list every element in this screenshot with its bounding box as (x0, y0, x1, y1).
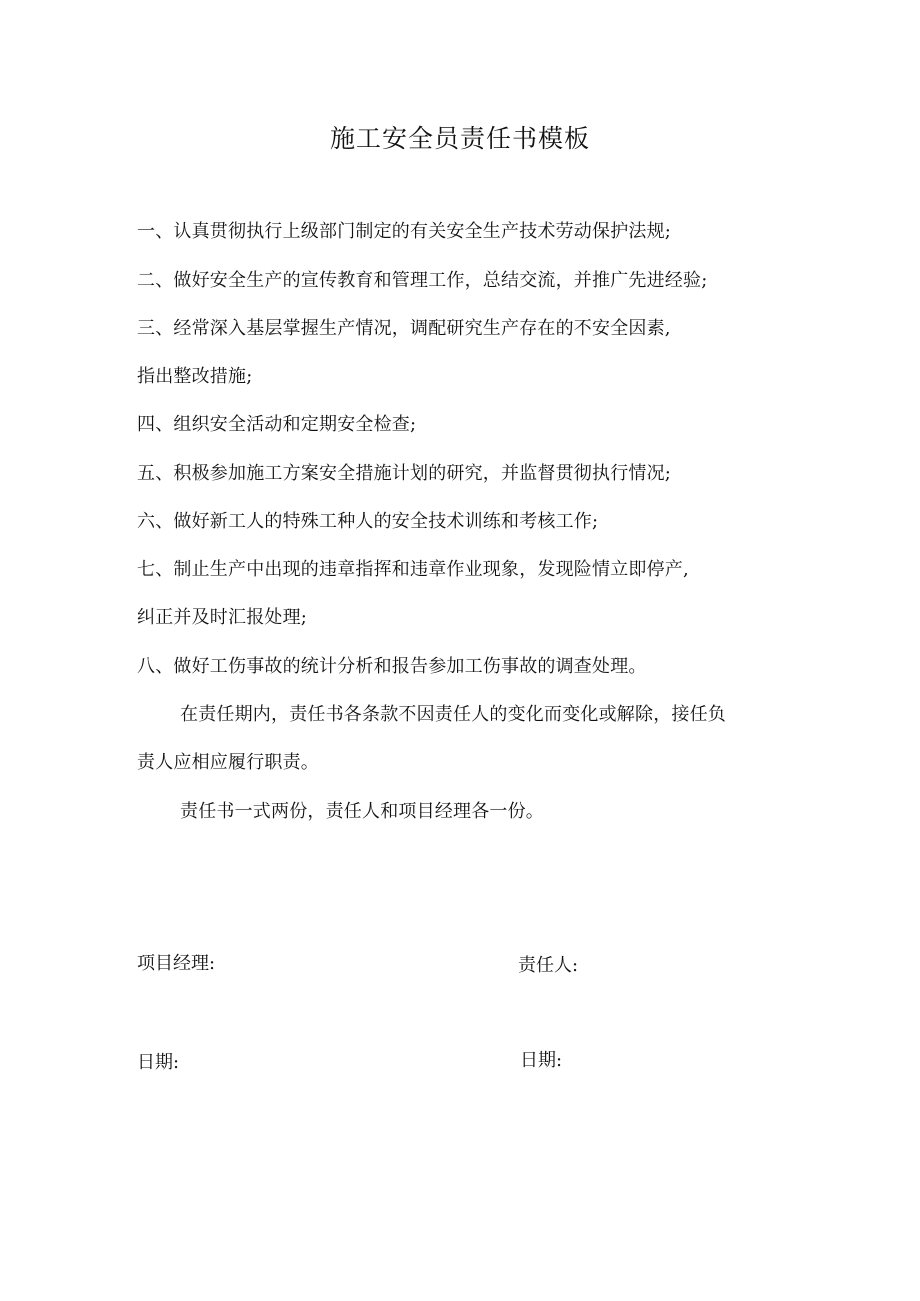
manager-signature-label: 项目经理: (137, 953, 216, 974)
clause-8: 八、做好工伤事故的统计分析和报告参加工伤事故的调查处理。 (137, 656, 647, 677)
paragraph-copies: 责任书一式两份，责任人和项目经理各一份。 (180, 801, 544, 822)
clause-3-continued: 指出整改措施; (137, 366, 253, 387)
clause-6: 六、做好新工人的特殊工种人的安全技术训练和考核工作; (137, 511, 599, 532)
clause-7-continued: 纠正并及时汇报处理; (137, 607, 308, 628)
responsible-signature-label: 责任人: (518, 955, 579, 976)
paragraph-term-continued: 责人应相应履行职责。 (137, 752, 319, 773)
clause-2: 二、做好安全生产的宣传教育和管理工作，总结交流，并推广先进经验; (137, 270, 708, 291)
date-label-left: 日期: (137, 1052, 180, 1073)
paragraph-term: 在责任期内，责任书各条款不因责任人的变化而变化或解除，接任负 (180, 704, 726, 725)
clause-1: 一、认真贯彻执行上级部门制定的有关安全生产技术劳动保护法规; (137, 221, 672, 242)
date-label-right: 日期: (520, 1050, 563, 1071)
clause-3: 三、经常深入基层掌握生产情况，调配研究生产存在的不安全因素, (137, 318, 671, 339)
clause-7: 七、制止生产中出现的违章指挥和违章作业现象，发现险情立即停产, (137, 559, 689, 580)
document-title: 施工安全员责任书模板 (329, 124, 590, 153)
clause-4: 四、组织安全活动和定期安全检查; (137, 414, 417, 435)
clause-5: 五、积极参加施工方案安全措施计划的研究，并监督贯彻执行情况; (137, 463, 672, 484)
